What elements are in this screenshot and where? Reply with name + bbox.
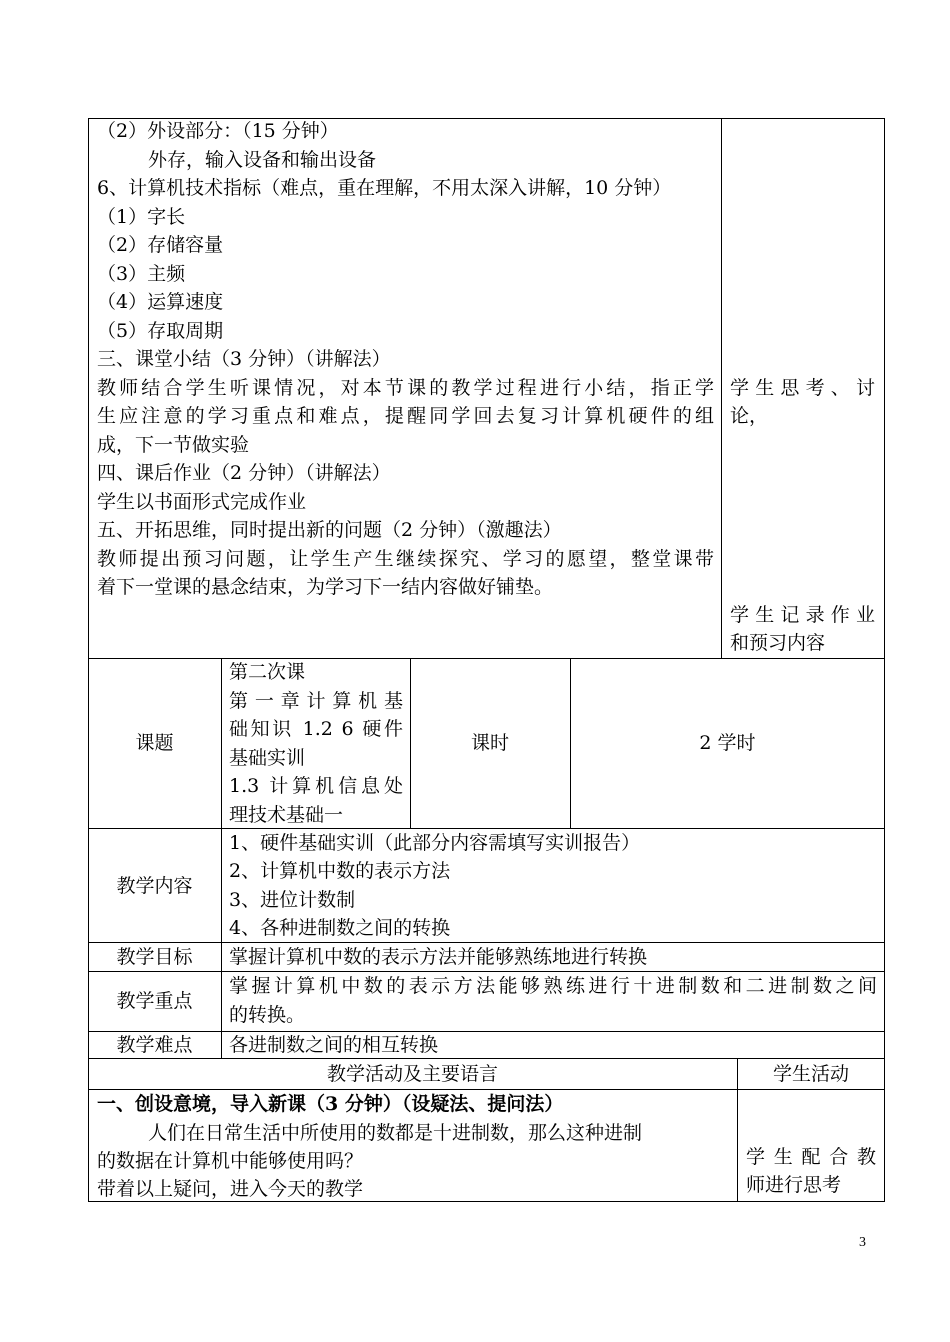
text-line: （1）字长 (97, 206, 186, 228)
text-line: 教师结合学生听课情况，对本节课的教学过程进行小结，指正学 (97, 377, 714, 399)
content-label: 教学内容 (116, 875, 193, 897)
section-heading: 五、开拓思维，同时提出新的问题（2 分钟）（激趣法） (97, 519, 562, 541)
text-line: （4）运算速度 (97, 291, 224, 313)
text-line: 成，下一节做实验 (97, 434, 250, 456)
content-item: 1、硬件基础实训（此部分内容需填写实训报告） (229, 832, 641, 854)
student-activity-note: 学生记录作业 (730, 604, 875, 626)
text-line: 6、计算机技术指标（难点，重在理解，不用太深入讲解，10 分钟） (97, 177, 672, 199)
content-item: 4、各种进制数之间的转换 (229, 917, 451, 939)
text-line: 教师提出预习问题，让学生产生继续探究、学习的愿望，整堂课带 (97, 548, 714, 570)
student-activity-note: 和预习内容 (730, 632, 826, 654)
hours-label: 课时 (470, 732, 509, 754)
topic-value: 第二次课 (229, 661, 306, 683)
content-item: 2、计算机中数的表示方法 (229, 860, 451, 882)
student-activity-note: 学生思考、讨 (730, 377, 875, 399)
topic-value: 理技术基础一 (229, 804, 344, 826)
top-section-divider (721, 118, 722, 659)
text-line: 着下一堂课的悬念结束，为学习下一结内容做好铺垫。 (97, 576, 554, 598)
key-point-label: 教学重点 (116, 990, 193, 1012)
topic-value: 础知识 1.2 6 硬件 (229, 718, 403, 740)
text-line: （3）主频 (97, 263, 186, 285)
topic-value: 第一章计算机基 (229, 690, 403, 712)
topic-value: 1.3 计算机信息处 (229, 775, 403, 797)
text-line: 外存，输入设备和输出设备 (148, 149, 377, 171)
student-activity-note: 师进行思考 (746, 1174, 842, 1196)
content-item: 3、进位计数制 (229, 889, 356, 911)
text-line: （2）外设部分：（15 分钟） (97, 120, 339, 142)
key-point-value: 掌握计算机中数的表示方法能够熟练进行十进制数和二进制数之间 (229, 975, 877, 997)
student-activity-note: 学生配合教 (746, 1146, 876, 1168)
text-line: 生应注意的学习重点和难点，提醒同学回去复习计算机硬件的组 (97, 405, 714, 427)
section-heading: 四、课后作业（2 分钟）（讲解法） (97, 462, 391, 484)
topic-value: 基础实训 (229, 747, 306, 769)
student-activity-note: 论， (730, 405, 769, 427)
goal-value: 掌握计算机中数的表示方法并能够熟练地进行转换 (229, 946, 648, 968)
activity-heading: 一、创设意境，导入新课（3 分钟）（设疑法、提问法） (97, 1093, 564, 1115)
text-line: （5）存取周期 (97, 320, 224, 342)
column-divider (221, 658, 222, 1059)
difficulty-value: 各进制数之间的相互转换 (229, 1034, 439, 1056)
text-line: 学生以书面形式完成作业 (97, 491, 307, 513)
goal-label: 教学目标 (116, 946, 193, 968)
difficulty-label: 教学难点 (116, 1034, 193, 1056)
text-line: （2）存储容量 (97, 234, 224, 256)
text-line: 的数据在计算机中能够使用吗？ (97, 1150, 364, 1172)
section-heading: 三、课堂小结（3 分钟）（讲解法） (97, 348, 391, 370)
student-activity-header: 学生活动 (772, 1063, 849, 1085)
hours-value: 2 学时 (699, 732, 756, 754)
text-line: 人们在日常生活中所使用的数都是十进制数，那么这种进制 (148, 1122, 643, 1144)
topic-label: 课题 (135, 732, 174, 754)
text-line: 带着以上疑问，进入今天的教学 (97, 1178, 364, 1200)
activity-header: 教学活动及主要语言 (326, 1063, 498, 1085)
key-point-value: 的转换。 (229, 1004, 306, 1026)
page-number: 3 (859, 1235, 866, 1250)
